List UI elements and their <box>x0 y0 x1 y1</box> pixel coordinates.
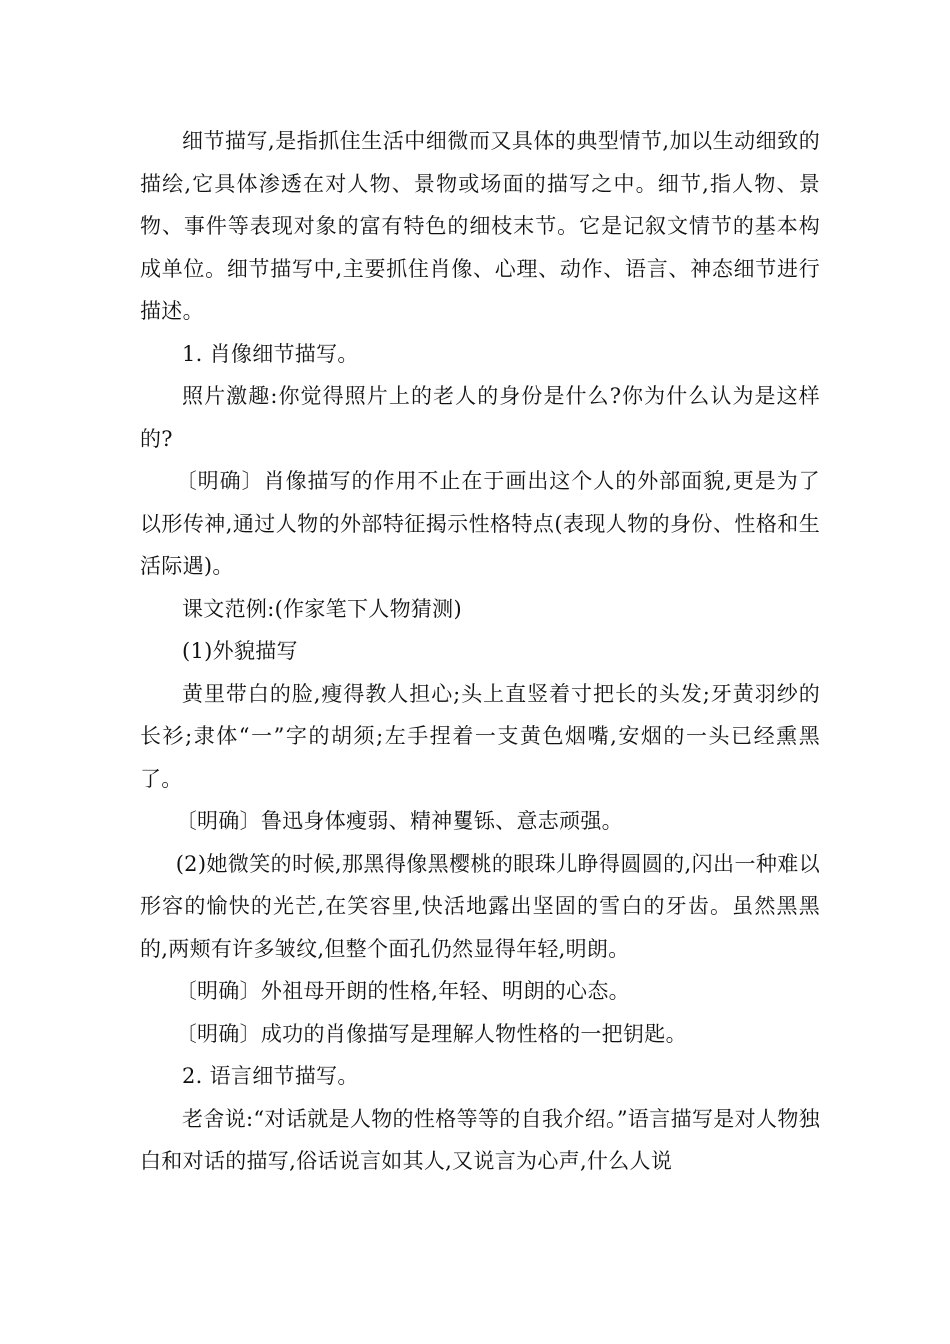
paragraph-clarify-luxun: 〔明确〕鲁迅身体瘦弱、精神矍铄、意志顽强。 <box>175 809 623 833</box>
paragraph-laoshe-quote: 老舍说:“对话就是人物的性格等等的自我介绍。”语言描写是对人物独白和对话的描写,俗话说言如其人,又说言为心声,什么人说 <box>140 1106 820 1173</box>
heading-portrait-detail: 1. 肖像细节描写。 <box>182 341 359 366</box>
paragraph-clarify-key: 〔明确〕成功的肖像描写是理解人物性格的一把钥匙。 <box>175 1021 687 1046</box>
paragraph-text-example: 课文范例:(作家笔下人物猜测) <box>182 596 462 621</box>
paragraph-photo-question: 照片激趣:你觉得照片上的老人的身份是什么?你为什么认为是这样的? <box>140 384 820 451</box>
heading-language-detail: 2. 语言细节描写。 <box>182 1064 359 1088</box>
paragraph-appearance-example: 黄里带白的脸,瘦得教人担心;头上直竖着寸把长的头发;牙黄羽纱的长衫;隶体“一”字的胡须;左手捏着一支黄色烟嘴,安烟的一头已经熏黑了。 <box>140 681 820 791</box>
document-body <box>140 120 820 1183</box>
paragraph-clarify-grandmother: 〔明确〕外祖母开朗的性格,年轻、明朗的心态。 <box>175 979 630 1003</box>
paragraph-grandmother-example: (2)她微笑的时候,那黑得像黑樱桃的眼珠儿睁得圆圆的,闪出一种难以形容的愉快的光芒,在笑容里,快活地露出坚固的雪白的牙齿。虽然黑黑的,两颊有许多皱纹,但整个面孔仍然显得年轻,明朗。 <box>140 851 820 961</box>
paragraph-intro: 细节描写,是指抓住生活中细微而又具体的典型情节,加以生动细致的描绘,它具体渗透在对人物、景物或场面的描写之中。细节,指人物、景物、事件等表现对象的富有特色的细枝末节。它是记叙文情节的基本构成单位。细节描写中,主要抓住肖像、心理、动作、语言、神态细节进行描述。 <box>140 129 820 323</box>
subheading-appearance: (1)外貌描写 <box>182 639 298 663</box>
paragraph-clarify-portrait: 〔明确〕肖像描写的作用不止在于画出这个人的外部面貌,更是为了以形传神,通过人物的外部特征揭示性格特点(表现人物的身份、性格和生活际遇)。 <box>140 469 820 578</box>
